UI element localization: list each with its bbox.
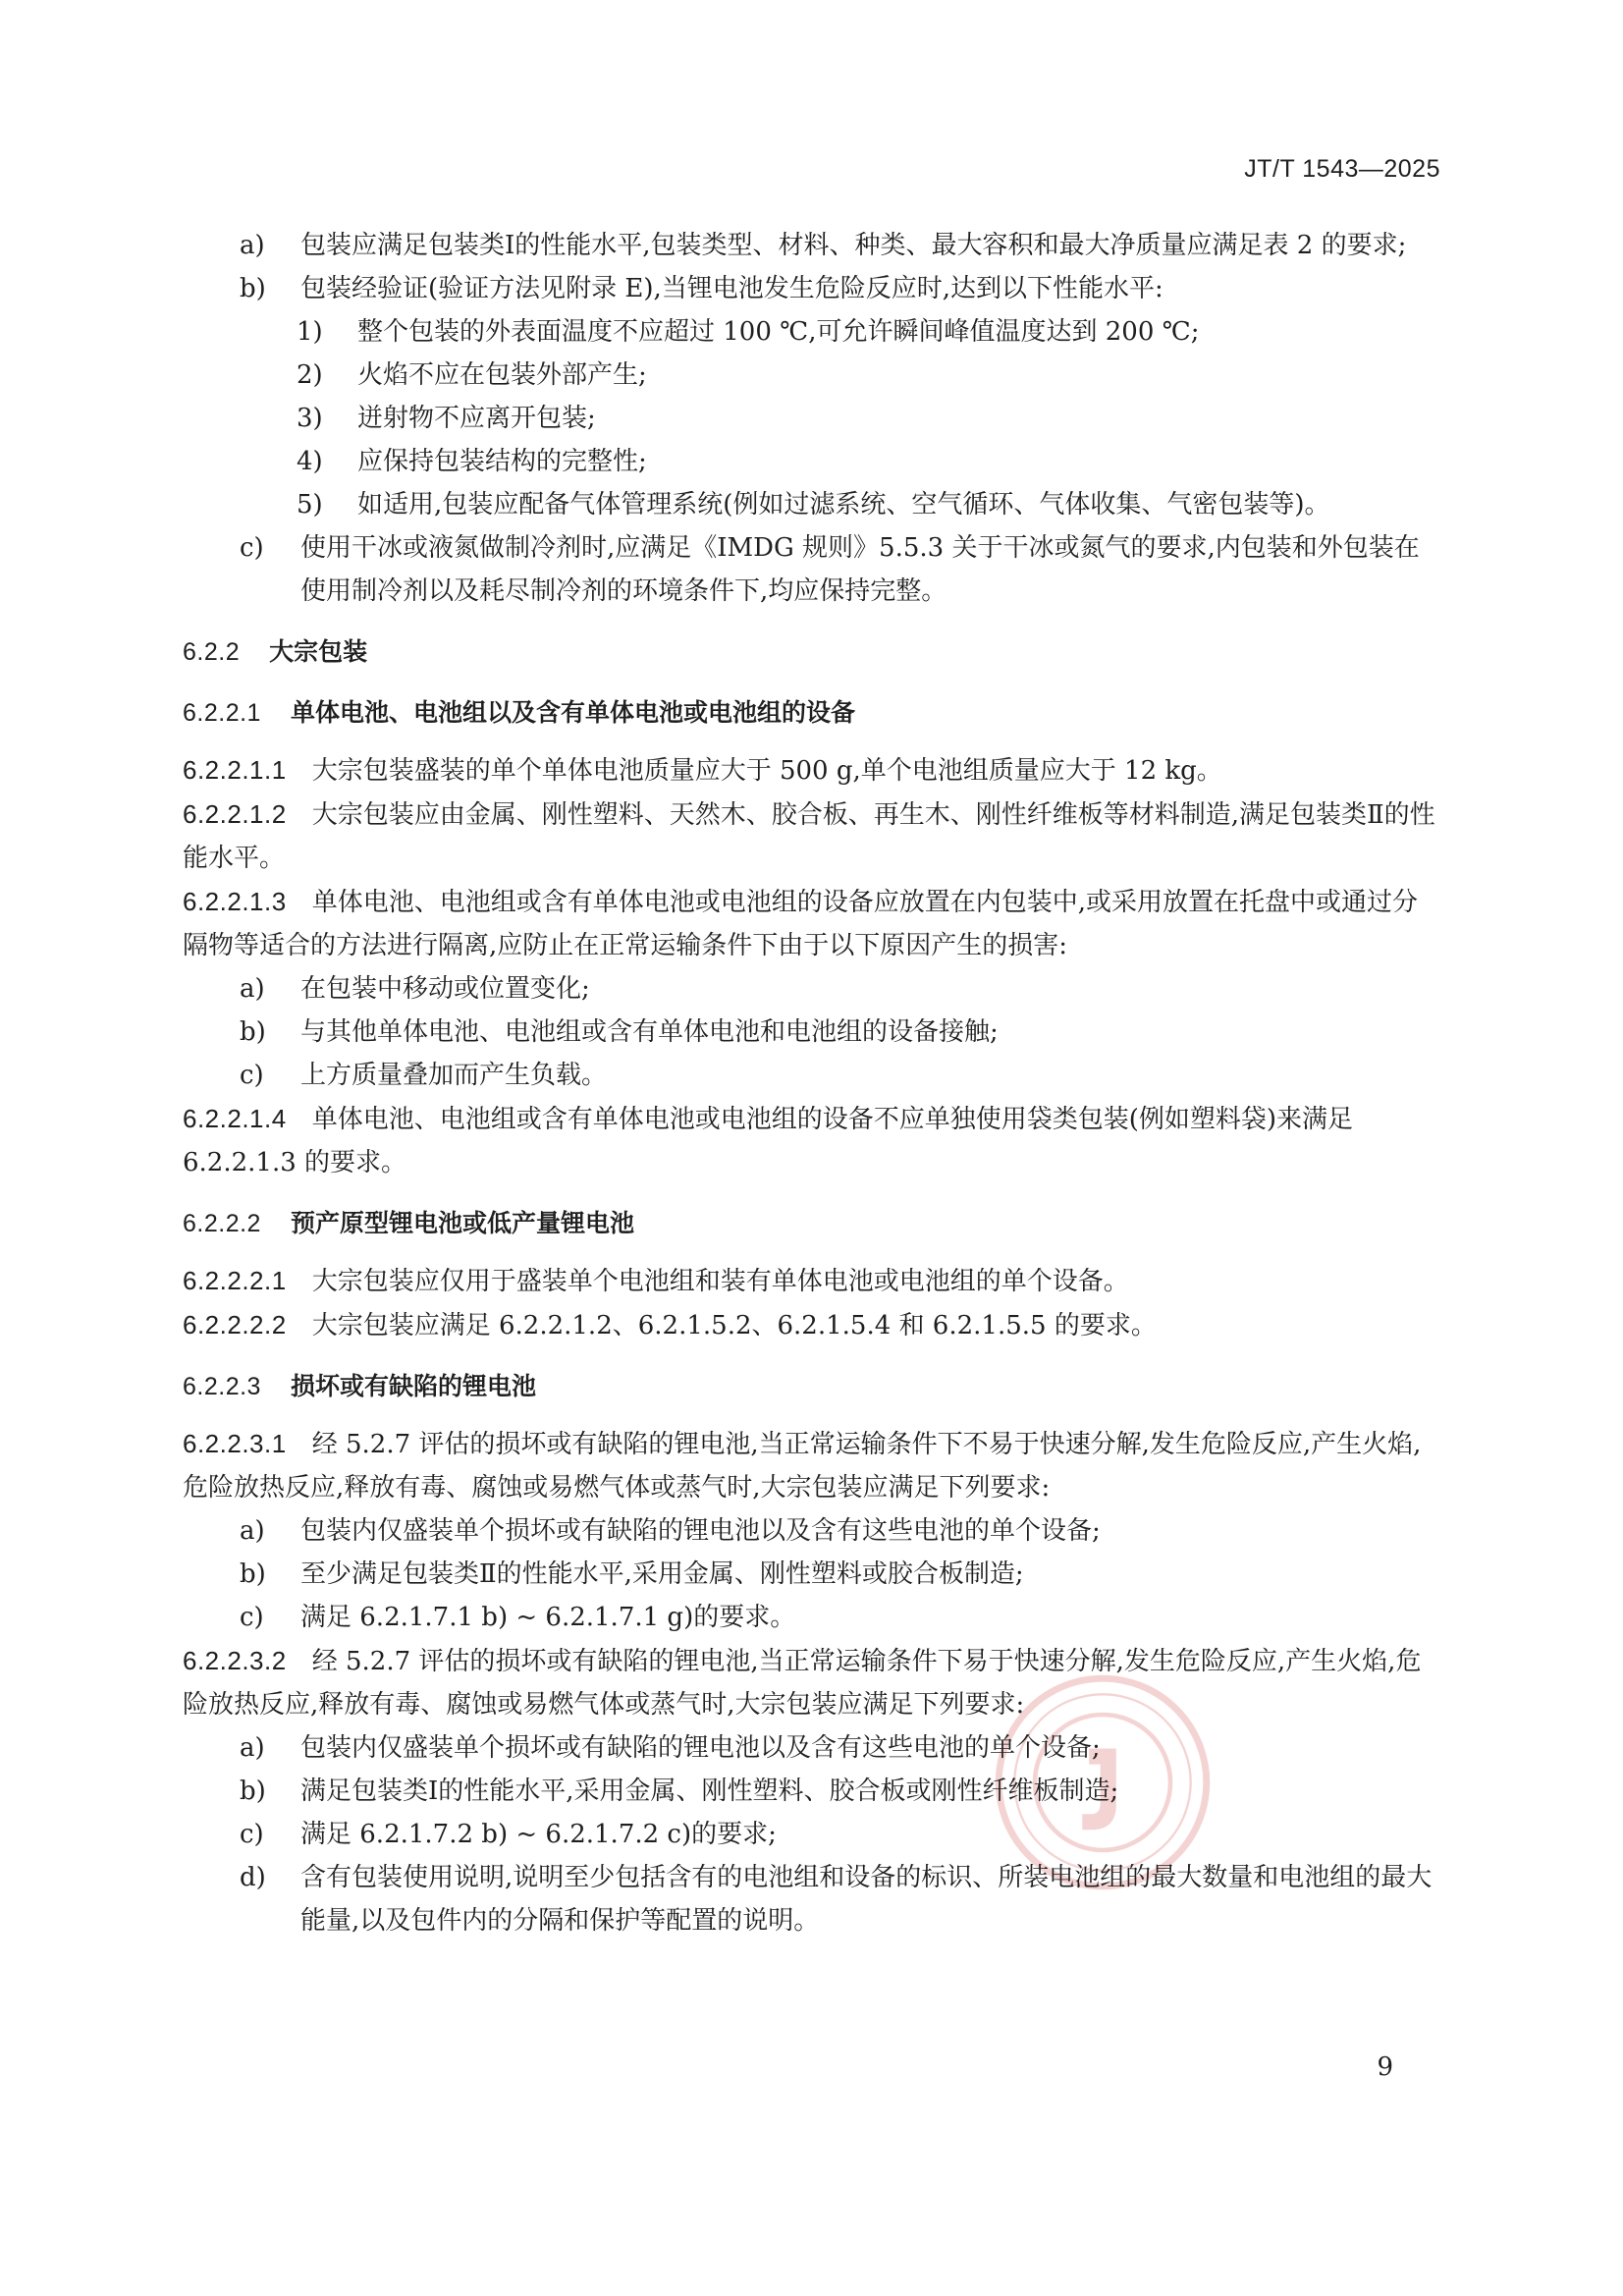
- document-body: [183, 224, 1441, 1942]
- list-item: b) 至少满足包装类Ⅱ的性能水平,采用金属、刚性塑料或胶合板制造;: [240, 1559, 1024, 1589]
- page-number: 9: [1377, 2052, 1393, 2082]
- list-item: c) 满足 6.2.1.7.1 b) ~ 6.2.1.7.1 g)的要求。: [240, 1603, 796, 1632]
- section-heading-6-2-2-2: 6.2.2.2 预产原型锂电池或低产量锂电池: [183, 1209, 634, 1237]
- section-heading-6-2-2-3: 6.2.2.3 损坏或有缺陷的锂电池: [183, 1372, 536, 1400]
- list-item: a) 包装内仅盛装单个损坏或有缺陷的锂电池以及含有这些电池的单个设备;: [240, 1516, 1101, 1546]
- list-item: a) 包装内仅盛装单个损坏或有缺陷的锂电池以及含有这些电池的单个设备;: [240, 1733, 1101, 1763]
- clause-6-2-2-1-3: 6.2.2.1.3 单体电池、电池组或含有单体电池或电池组的设备应放置在内包装中,或采用放置在托盘中或通过分隔物等适合的方法进行隔离,应防止在正常运输条件下由于以下原因产生的损害:: [183, 887, 1418, 960]
- clause-6-2-2-2-2: 6.2.2.2.2 大宗包装应满足 6.2.2.1.2、6.2.1.5.2、6.2.1.5.4 和 6.2.1.5.5 的要求。: [183, 1310, 1157, 1340]
- list-item: a) 包装应满足包装类Ⅰ的性能水平,包装类型、材料、种类、最大容积和最大净质量应满足表 2 的要求;: [240, 231, 1407, 260]
- clause-6-2-2-3-1: 6.2.2.3.1 经 5.2.7 评估的损坏或有缺陷的锂电池,当正常运输条件下不易于快速分解,发生危险反应,产生火焰,危险放热反应,释放有毒、腐蚀或易燃气体或蒸气时,大宗包装应满足下列要求:: [183, 1429, 1422, 1503]
- clause-6-2-2-1-1: 6.2.2.1.1 大宗包装盛装的单个单体电池质量应大于 500 g,单个电池组质量应大于 12 kg。: [183, 755, 1222, 786]
- list-item: c) 满足 6.2.1.7.2 b) ~ 6.2.1.7.2 c)的要求;: [240, 1820, 777, 1849]
- list-item: d) 含有包装使用说明,说明至少包括含有的电池组和设备的标识、所装电池组的最大数量和电池组的最大能量,以及包件内的分隔和保护等配置的说明。: [240, 1863, 1433, 1936]
- clause-6-2-2-2-1: 6.2.2.2.1 大宗包装应仅用于盛装单个电池组和装有单体电池或电池组的单个设备。: [183, 1266, 1129, 1296]
- sub-list-item: 4) 应保持包装结构的完整性;: [297, 447, 647, 476]
- section-heading-6-2-2-1: 6.2.2.1 单体电池、电池组以及含有单体电池或电池组的设备: [183, 698, 855, 727]
- section-heading-6-2-2: 6.2.2 大宗包装: [183, 637, 368, 666]
- clause-6-2-2-3-2: 6.2.2.3.2 经 5.2.7 评估的损坏或有缺陷的锂电池,当正常运输条件下易于快速分解,发生危险反应,产生火焰,危险放热反应,释放有毒、腐蚀或易燃气体或蒸气时,大宗包装应满足下列要求:: [183, 1646, 1422, 1720]
- clause-6-2-2-1-2: 6.2.2.1.2 大宗包装应由金属、刚性塑料、天然木、胶合板、再生木、刚性纤维板等材料制造,满足包装类Ⅱ的性能水平。: [183, 799, 1435, 873]
- sub-list-item: 2) 火焰不应在包装外部产生;: [297, 360, 647, 390]
- clause-6-2-2-1-4: 6.2.2.1.4 单体电池、电池组或含有单体电池或电池组的设备不应单独使用袋类包装(例如塑料袋)来满足 6.2.2.1.3 的要求。: [183, 1104, 1353, 1177]
- list-item: b) 包装经验证(验证方法见附录 E),当锂电池发生危险反应时,达到以下性能水平:: [240, 274, 1163, 303]
- list-item: c) 上方质量叠加而产生负载。: [240, 1061, 608, 1090]
- list-item: c) 使用干冰或液氮做制冷剂时,应满足《IMDG 规则》5.5.3 关于干冰或氮气的要求,内包装和外包装在使用制冷剂以及耗尽制冷剂的环境条件下,均应保持完整。: [240, 533, 1420, 606]
- sub-list-item: 5) 如适用,包装应配备气体管理系统(例如过滤系统、空气循环、气体收集、气密包装等)。: [297, 490, 1330, 519]
- sub-list-item: 1) 整个包装的外表面温度不应超过 100 ℃,可允许瞬间峰值温度达到 200 ℃;: [297, 317, 1200, 347]
- list-item: b) 与其他单体电池、电池组或含有单体电池和电池组的设备接触;: [240, 1017, 999, 1047]
- list-item: a) 在包装中移动或位置变化;: [240, 974, 590, 1004]
- document-code: JT/T 1543—2025: [1244, 155, 1440, 183]
- sub-list-item: 3) 迸射物不应离开包装;: [297, 404, 596, 433]
- list-item: b) 满足包装类Ⅰ的性能水平,采用金属、刚性塑料、胶合板或刚性纤维板制造;: [240, 1777, 1119, 1806]
